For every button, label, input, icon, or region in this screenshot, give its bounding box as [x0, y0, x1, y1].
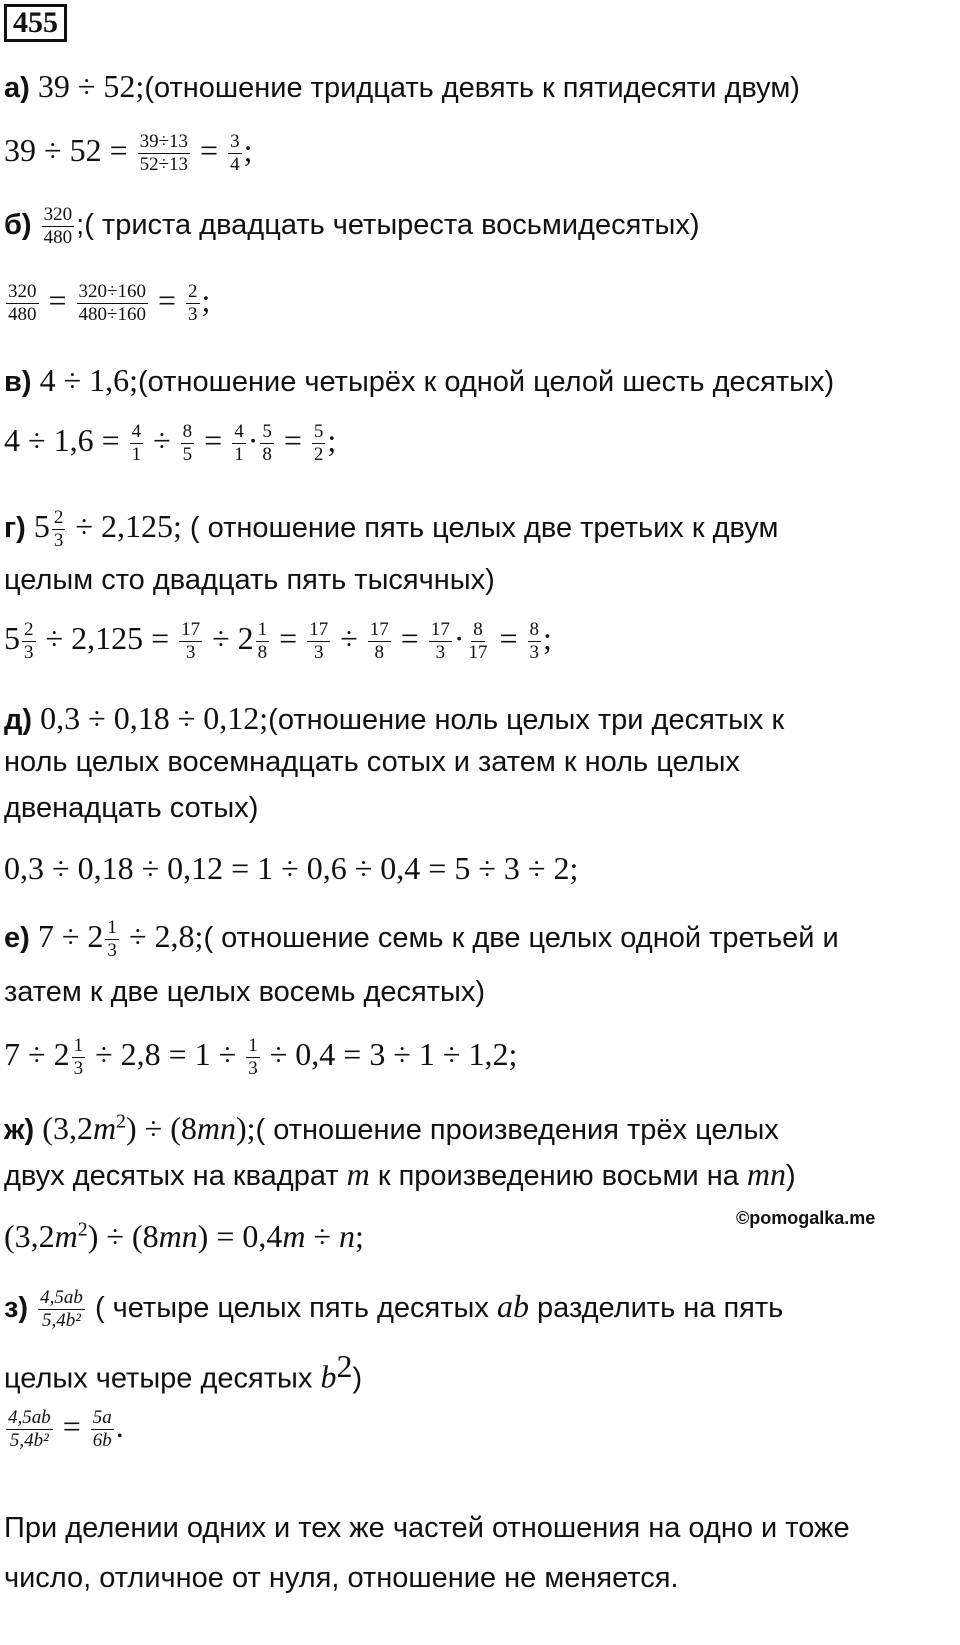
- part-a-expression: 39 ÷ 52 =: [4, 132, 128, 168]
- conclusion-line-2: число, отличное от нуля, отношение не меняется.: [4, 1562, 679, 1594]
- fraction: $\frac{1}{3}$: [248, 1035, 258, 1080]
- mixed-number-whole: 5: [33, 508, 50, 544]
- part-b-label: б): [4, 209, 32, 241]
- fraction: $\frac{17}{3}$: [309, 619, 329, 664]
- fraction: $\frac{2}{3}$: [24, 619, 34, 664]
- fraction: $\frac{4,5ab}{\text{5,4b²}}$: [40, 1287, 83, 1331]
- equals-sign: =: [499, 620, 518, 656]
- part-z-statement: з) $\frac{4,5ab}{\text{5,4b²}}$ ( четыре целых пять десятых ab разделить на пять: [4, 1287, 784, 1331]
- equals-sign: =: [283, 422, 302, 458]
- part-zh-label: ж): [4, 1114, 35, 1146]
- fraction: $\frac{1}{3}$: [107, 917, 117, 961]
- part-d-description-continued: ноль целых восемнадцать сотых и затем к ноль целых: [4, 746, 740, 778]
- fraction: $\frac{4}{1}$: [234, 421, 244, 466]
- part-g-description: ( отношение пять целых две третьих к двум: [181, 512, 779, 544]
- part-e-expression: 7 ÷ 2: [4, 1036, 70, 1072]
- fraction: $\frac{320}{480}$: [8, 281, 37, 326]
- part-e-statement: [4, 916, 952, 962]
- part-a-label: а): [4, 72, 30, 104]
- part-d-label: д): [4, 704, 33, 736]
- part-zh-statement: [4, 1108, 952, 1148]
- semicolon: ;: [243, 132, 253, 168]
- equals-sign: =: [200, 132, 219, 168]
- fraction: $\frac{5}{8}$: [262, 421, 272, 466]
- fraction: $\frac{5}{2}$: [313, 421, 324, 466]
- fraction: $\frac{17}{3}$: [181, 619, 201, 664]
- division-sign: ÷ 2: [212, 620, 254, 656]
- fraction: $\frac{4}{1}$: [131, 421, 142, 466]
- part-d-description: (отношение ноль целых три десятых к: [268, 704, 785, 736]
- part-g-description-continued: целым сто двадцать пять тысячных): [4, 564, 495, 596]
- fraction: $\frac{4,5ab}{\text{5,4b²}}$: [8, 1407, 51, 1452]
- semicolon: ;: [327, 422, 337, 458]
- fraction: $\frac{8}{3}$: [529, 619, 540, 664]
- fraction: $\frac{17}{3}$: [430, 619, 450, 664]
- part-z-label: з): [4, 1292, 29, 1324]
- part-d-solution: 0,3 ÷ 0,18 ÷ 0,12 = 1 ÷ 0,6 ÷ 0,4 = 5 ÷ 3 ÷ 2;: [4, 850, 579, 886]
- part-v-solution: [4, 420, 952, 466]
- part-a-task: 39 ÷ 52;: [37, 68, 145, 104]
- fraction: $\frac{2}{3}$: [188, 281, 198, 326]
- problem-number: 455: [4, 4, 67, 42]
- part-d-task: 0,3 ÷ 0,18 ÷ 0,12;: [40, 700, 269, 736]
- part-v-task: 4 ÷ 1,6;: [39, 362, 139, 398]
- part-a-solution: [4, 130, 952, 176]
- part-e-task-rest: ÷ 2,8;: [128, 918, 204, 954]
- fraction: $\frac{8}{5}$: [182, 421, 193, 466]
- fraction: $\frac{17}{8}$: [369, 619, 389, 664]
- part-v-statement: [4, 360, 952, 400]
- part-v-description: (отношение четырёх к одной целой шесть десятых): [138, 366, 835, 398]
- equals-sign: =: [204, 422, 223, 458]
- fraction: $\frac{320\div 160}{480\div 160}$: [78, 281, 146, 326]
- fraction: $\frac{8}{17}$: [468, 619, 488, 664]
- multiply-dot: ·: [453, 620, 465, 656]
- part-e-expression-mid: ÷ 2,8 = 1 ÷: [95, 1036, 237, 1072]
- part-zh-description: ( отношение произведения трёх целых: [255, 1114, 779, 1146]
- part-g-solution: [4, 618, 952, 664]
- part-e-expression-rest: ÷ 0,4 = 3 ÷ 1 ÷ 1,2;: [269, 1036, 518, 1072]
- period: .: [115, 1408, 124, 1444]
- part-g-expression: ÷ 2,125 =: [45, 620, 170, 656]
- part-g-task: ÷ 2,125;: [75, 508, 182, 544]
- part-e-task: 7 ÷ 2: [37, 918, 104, 954]
- part-b-solution: [4, 280, 952, 326]
- part-e-description: ( отношение семь к две целых одной третьей и: [203, 922, 839, 954]
- part-e-solution: [4, 1034, 952, 1080]
- equals-sign: =: [62, 1408, 81, 1444]
- equals-sign: =: [157, 282, 177, 318]
- part-v-expression: 4 ÷ 1,6 =: [4, 422, 120, 458]
- fraction: $\frac{1}{3}$: [73, 1035, 84, 1080]
- equals-sign: =: [279, 620, 298, 656]
- part-a-statement: [4, 66, 952, 106]
- fraction: $\frac{5a}{6b}$: [92, 1407, 112, 1452]
- part-v-label: в): [4, 366, 32, 398]
- part-g-label: г): [4, 512, 26, 544]
- watermark: ©pomogalka.me: [736, 1208, 876, 1228]
- part-z-solution: [4, 1406, 952, 1452]
- part-b-description: ;( триста двадцать четыреста восьмидесятых): [76, 209, 700, 241]
- conclusion-line-1: При делении одних и тех же частей отношения на одно и тоже: [4, 1512, 850, 1544]
- part-e-description-continued: затем к две целых восемь десятых): [4, 976, 486, 1008]
- division-sign: ÷: [340, 620, 358, 656]
- part-zh-description-continued: двух десятых на квадрат m к произведению восьми на mn): [4, 1156, 796, 1192]
- part-z-description-continued: целых четыре десятых $b^2$): [4, 1348, 363, 1395]
- part-zh-task: $(3,2m^2) \div (8mn)$;: [42, 1110, 256, 1146]
- fraction: $\frac{2}{3}$: [53, 507, 64, 551]
- part-e-label: е): [4, 922, 30, 954]
- fraction: $\frac{3}{4}$: [230, 131, 240, 176]
- multiply-dot: ·: [247, 422, 259, 458]
- equals-sign: =: [48, 282, 67, 318]
- division-sign: ÷: [153, 422, 171, 458]
- part-g-statement: [4, 506, 952, 552]
- part-b-statement: [4, 204, 952, 249]
- part-zh-solution: $(3,2m^2) \div (8mn) = 0,4m \div n$;: [4, 1218, 364, 1254]
- fraction: $\frac{1}{8}$: [257, 619, 268, 664]
- part-d-statement: [4, 698, 952, 738]
- fraction: $\frac{39\div 13}{52\div 13}$: [139, 131, 189, 176]
- mixed-number-whole: 5: [4, 620, 20, 656]
- semicolon: ;: [201, 282, 211, 318]
- semicolon: ;: [543, 620, 552, 656]
- part-a-description: (отношение тридцать девять к пятидесяти двум): [144, 72, 800, 104]
- part-d-description-end: двенадцать сотых): [4, 792, 259, 824]
- fraction: $\frac{320}{480}$: [43, 204, 73, 248]
- equals-sign: =: [400, 620, 419, 656]
